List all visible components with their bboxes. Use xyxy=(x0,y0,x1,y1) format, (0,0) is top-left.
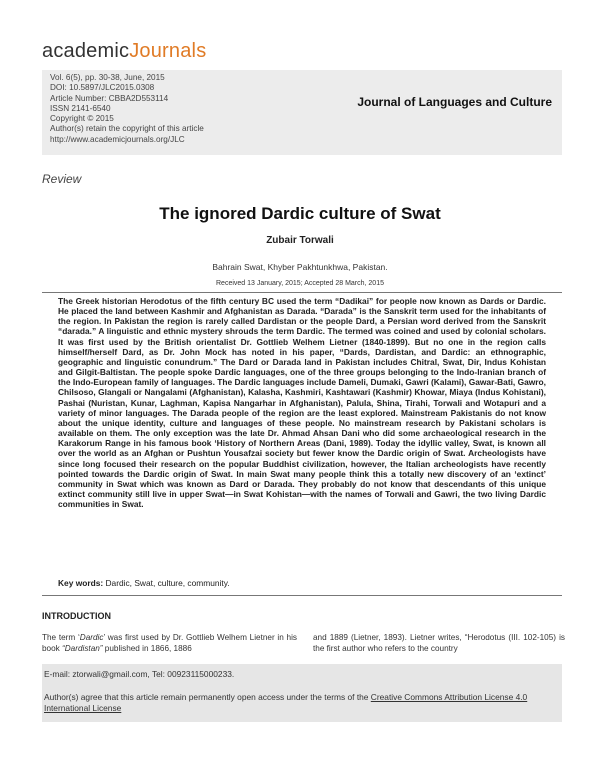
keywords-line xyxy=(58,578,230,588)
meta-doi: DOI: 10.5897/JLC2015.0308 xyxy=(50,83,155,93)
keywords-label: Key words: xyxy=(58,578,104,588)
abstract-bottom-divider xyxy=(42,595,562,596)
introduction-heading: INTRODUCTION xyxy=(42,611,111,621)
license-text: Author(s) agree that this article remain permanently open access under the terms of the xyxy=(44,692,371,702)
page-title: The ignored Dardic culture of Swat xyxy=(159,204,441,223)
received-dates: Received 13 January, 2015; Accepted 28 March, 2015 xyxy=(216,280,384,287)
journal-name: Journal of Languages and Culture xyxy=(357,95,552,109)
author-email: E-mail: ztorwali@gmail.com, Tel: 00923115000233. xyxy=(44,669,235,679)
journal-logo xyxy=(42,40,206,63)
intro-term: Dardic xyxy=(79,633,104,642)
intro-book: “Dardistan” xyxy=(62,643,103,653)
author-name: Zubair Torwali xyxy=(266,235,334,246)
abstract-top-divider xyxy=(42,292,562,293)
intro-text-c: published in 1866, 1886 xyxy=(102,643,192,653)
section-label: Review xyxy=(42,172,82,186)
intro-column-right: and 1889 (Lietner, 1893). Lietner writes, “Herodotus (III. 102-105) is the first author who refers to the country xyxy=(313,633,565,653)
intro-column-left xyxy=(42,633,297,654)
meta-volume: Vol. 6(5), pp. 30-38, June, 2015 xyxy=(50,73,165,82)
meta-copyright: Copyright © 2015 xyxy=(50,114,114,124)
meta-journal-url[interactable]: http://www.academicjournals.org/JLC xyxy=(50,134,185,144)
keywords-value: Dardic, Swat, culture, community. xyxy=(105,578,230,588)
meta-article-number: Article Number: CBBA2D553114 xyxy=(50,93,169,103)
intro-text-a: The term ‘ xyxy=(42,633,80,642)
abstract-text: The Greek historian Herodotus of the fifth century BC used the term “Dadikai” for people now known as Dards or Dardic. He placed the land between Kashmir and Afghanistan as Darada. “Darada” is the Sanskrit term used for the inhabitants of the region. In Pakistan the region is rarely called Dardistan or the people Dard, a Persian word derived from the Sanskrit “darada.” A linguistic and ethnic mystery shrouds the term Dardic. The termed was coined and used by colonial scholars. It was first used by the British orientalist Dr. Gottlieb Welhem Lietner (1840-1899). But no one in the region calls himself/herself Dard, as Dr. John Mock has noted in his paper, “Dards, Dardistan, and Dardic: an ethnographic, geographic and linguistic conundrum.” The Dard or Darada land in Pakistan includes Chitral, Swat, Dir, Indus Kohistan and Gilgit-Baltistan. The people spoke Dardic languages, one of the three groups belonging to the Indo-Iranian branch of the Indo-European family of languages. The Dardic languages include Dameli, Dumaki, Gawri (Kalami), Gawar-Bati, Gawro, Chilsoso, Glangali or Nangalami (Afghanistan), Kalasha, Kashmiri, Kashtawari (Kashmir) Khowar, Miaya (Indus Kohistani), Pashai (Nuristan, Kunar, Laghman, Kapisa Nangarhar in Afghanistan), Palula, Shina, Tirahi, Torwali and Wotapuri and a variety of minor languages. The Darada people of the region are the least explored. Mainstream Pakistanis do not know about the unique identity, culture and languages of these people. No mainstream research by Pakistani scholars is available on them. The only exception was the late Dr. Ahmad Ahsan Dani who did some archaeological research in the Karakorum Range in his famous book ‘History of Northern Areas (Dani, 1989). Today the idyllic valley, Swat, is known all over the world as an Afghan or Pushtun Yousafzai society but fewer know the Dardic origin of Swat. Archeologists have since long focused their research on the popular Buddhist civilization, however, the Italian archeologists have recently pointed towards the Dardic origin of Swat. In main Swat many people think this a totally new discovery of an ‘extinct’ community in Swat which was known as Dard or Darada. They probably do not know that descendants of this unique extinct community still live in upper Swat—in Swat Kohistan—with the names of Torwali and Gawri, the two living Dardic communities in Swat. xyxy=(58,296,546,510)
author-affiliation: Bahrain Swat, Khyber Pakhtunkhwa, Pakistan. xyxy=(212,262,388,272)
meta-copyright-note: Author(s) retain the copyright of this article xyxy=(50,124,204,134)
article-meta xyxy=(50,73,204,145)
logo-suffix: Journals xyxy=(129,40,207,62)
intro-text-b: ’ was first used by Dr. Gottlieb Welhem Lietner in his book xyxy=(42,633,297,653)
license-note xyxy=(44,692,554,714)
logo-prefix: academic xyxy=(42,40,130,62)
license-link[interactable]: Creative Commons Attribution License 4.0 International License xyxy=(44,692,528,713)
meta-issn: ISSN 2141-6540 xyxy=(50,103,111,113)
